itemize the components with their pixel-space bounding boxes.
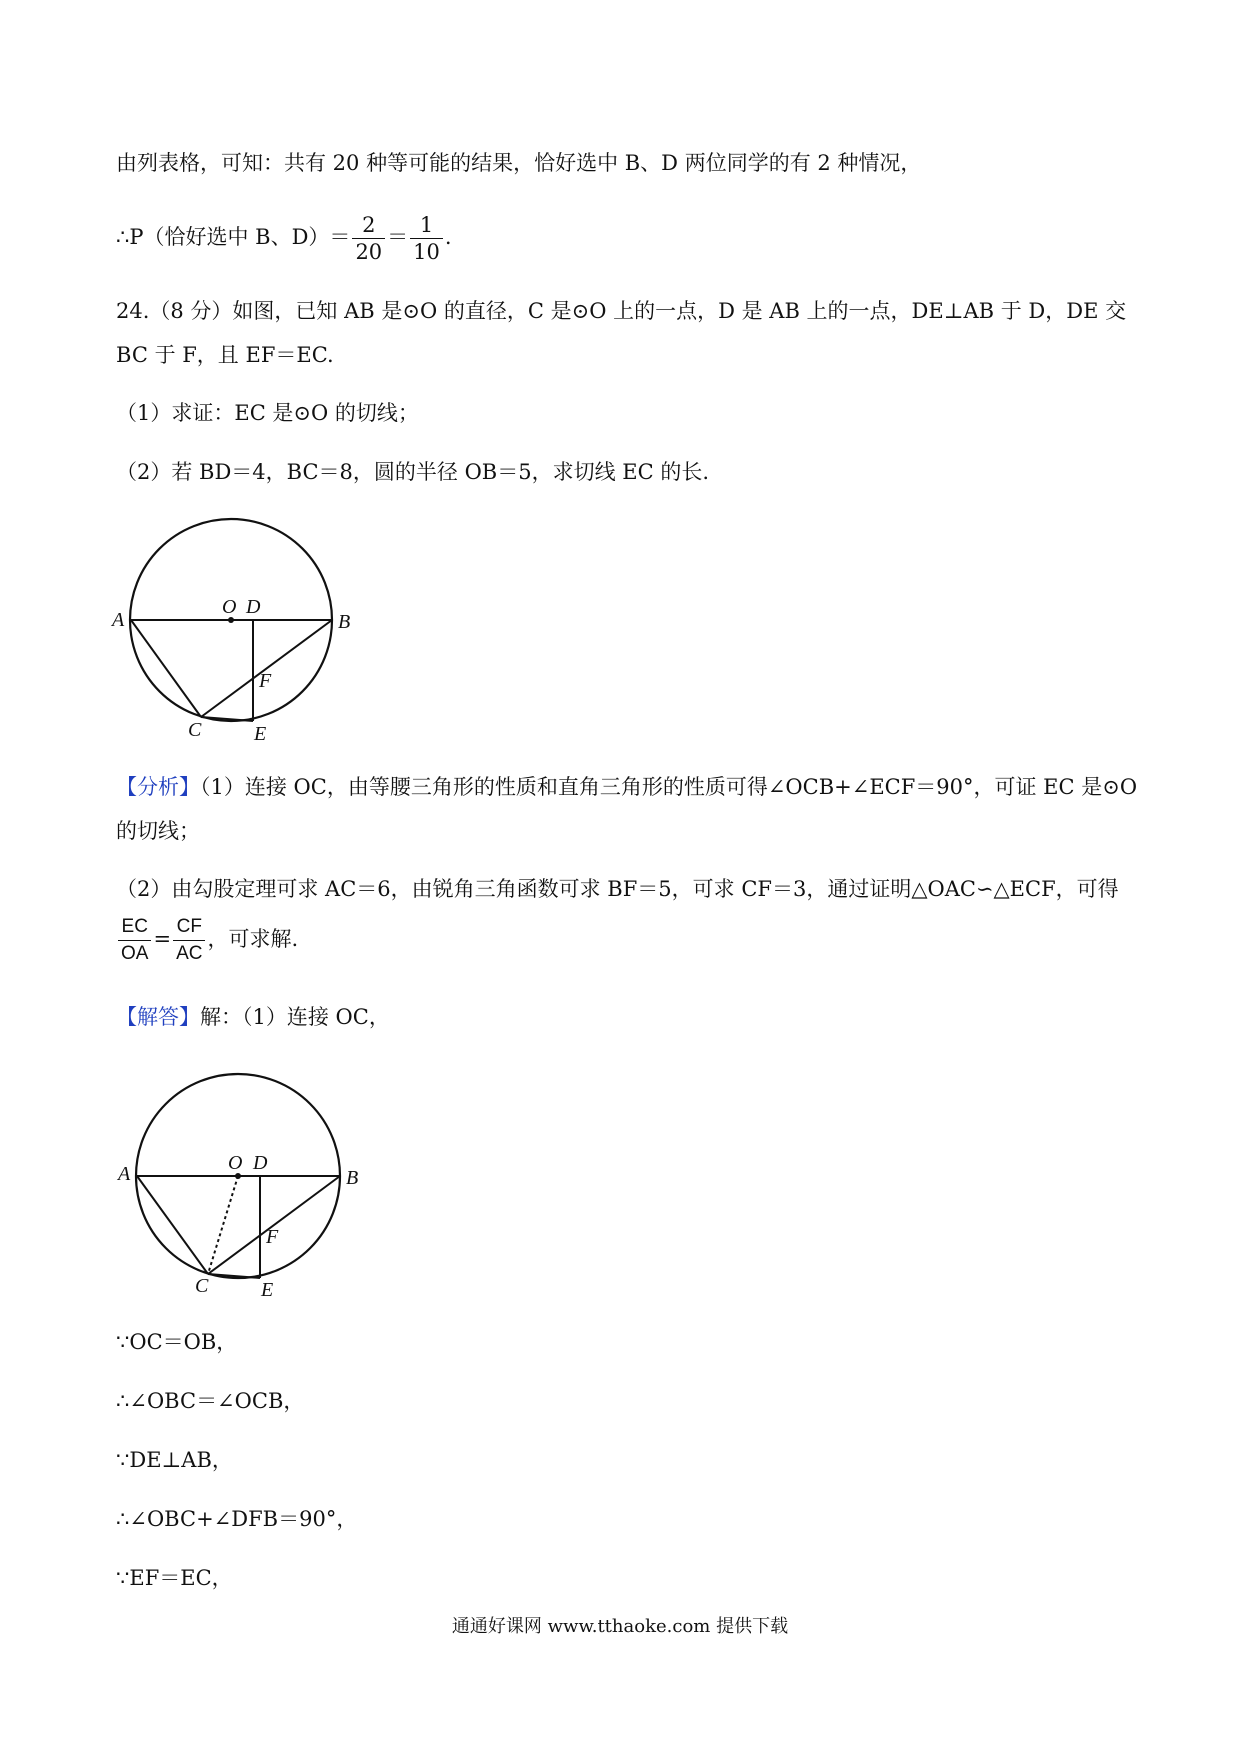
geometry-figure-1: [100, 508, 380, 748]
label-c: C: [188, 719, 202, 741]
label-c: C: [195, 1275, 209, 1297]
fraction-ec-oa: $\frac{EC}{OA}$: [118, 914, 151, 967]
question-24-part-2: （2）若 BD＝4，BC＝8，圆的半径 OB＝5，求切线 EC 的长.: [116, 460, 710, 484]
segment-bc: [208, 1176, 340, 1274]
answer-line-1: 【解答】解：（1）连接 OC，: [116, 1005, 390, 1029]
analysis-line-2: （2）由勾股定理可求 AC＝6，由锐角三角函数可求 BF＝5，可求 CF＝3，通过证明△OAC∽△ECF，可得: [116, 877, 1119, 901]
probability-prefix: ∴P（恰好选中 B、D）＝: [116, 225, 351, 249]
fraction-cf-ac: $\frac{CF}{AC}$: [173, 914, 205, 967]
analysis-line-1: 【分析】（1）连接 OC，由等腰三角形的性质和直角三角形的性质可得∠OCB+∠ECF＝90°，可证 EC 是⊙O: [116, 775, 1138, 799]
label-b: B: [338, 611, 351, 633]
segment-bc: [201, 620, 332, 717]
answer-tag: 【解答】: [116, 1005, 200, 1029]
analysis-ratio-line: $\frac{EC}{OA}$ = $\frac{CF}{AC}$ ，可求解.: [116, 912, 298, 967]
analysis-tag: 【分析】: [116, 775, 200, 799]
geometry-figure-2: [106, 1062, 386, 1302]
fraction-2-20: $\frac{2}{20}$: [352, 212, 385, 265]
label-a: A: [112, 609, 125, 631]
equals-sign: ＝: [387, 225, 409, 249]
page-footer: 通通好课网 www.tthaoke.com 提供下载: [451, 1616, 789, 1637]
label-b: B: [346, 1167, 359, 1189]
label-o: O: [228, 1152, 243, 1174]
label-d: D: [246, 596, 261, 618]
fraction-1-10: $\frac{1}{10}$: [410, 212, 443, 265]
step-3: ∵DE⊥AB，: [116, 1448, 233, 1472]
label-e: E: [261, 1279, 274, 1301]
label-e: E: [254, 723, 267, 745]
label-f: F: [266, 1226, 279, 1248]
segment-oc-dashed: [208, 1176, 238, 1274]
step-2: ∴∠OBC＝∠OCB，: [116, 1389, 305, 1413]
question-24-line-a: 24.（8 分）如图，已知 AB 是⊙O 的直径，C 是⊙O 上的一点，D 是 AB 上的一点，DE⊥AB 于 D，DE 交: [116, 299, 1127, 323]
label-d: D: [253, 1152, 268, 1174]
step-4: ∴∠OBC+∠DFB＝90°，: [116, 1507, 358, 1531]
question-24-part-1: （1）求证：EC 是⊙O 的切线；: [116, 401, 419, 425]
label-f: F: [259, 670, 272, 692]
analysis-line-1b: 的切线；: [116, 819, 200, 843]
step-5: ∵EF＝EC，: [116, 1566, 233, 1590]
probability-line: ∴P（恰好选中 B、D）＝ $\frac{2}{20}$ ＝ $\frac{1}{10}$ .: [116, 213, 452, 264]
label-a: A: [118, 1163, 131, 1185]
text-line-1: 由列表格，可知：共有 20 种等可能的结果，恰好选中 B、D 两位同学的有 2 种情况，: [116, 151, 922, 175]
question-24-line-b: BC 于 F，且 EF＝EC.: [116, 343, 334, 367]
step-1: ∵OC＝OB，: [116, 1330, 238, 1354]
label-o: O: [222, 596, 237, 618]
